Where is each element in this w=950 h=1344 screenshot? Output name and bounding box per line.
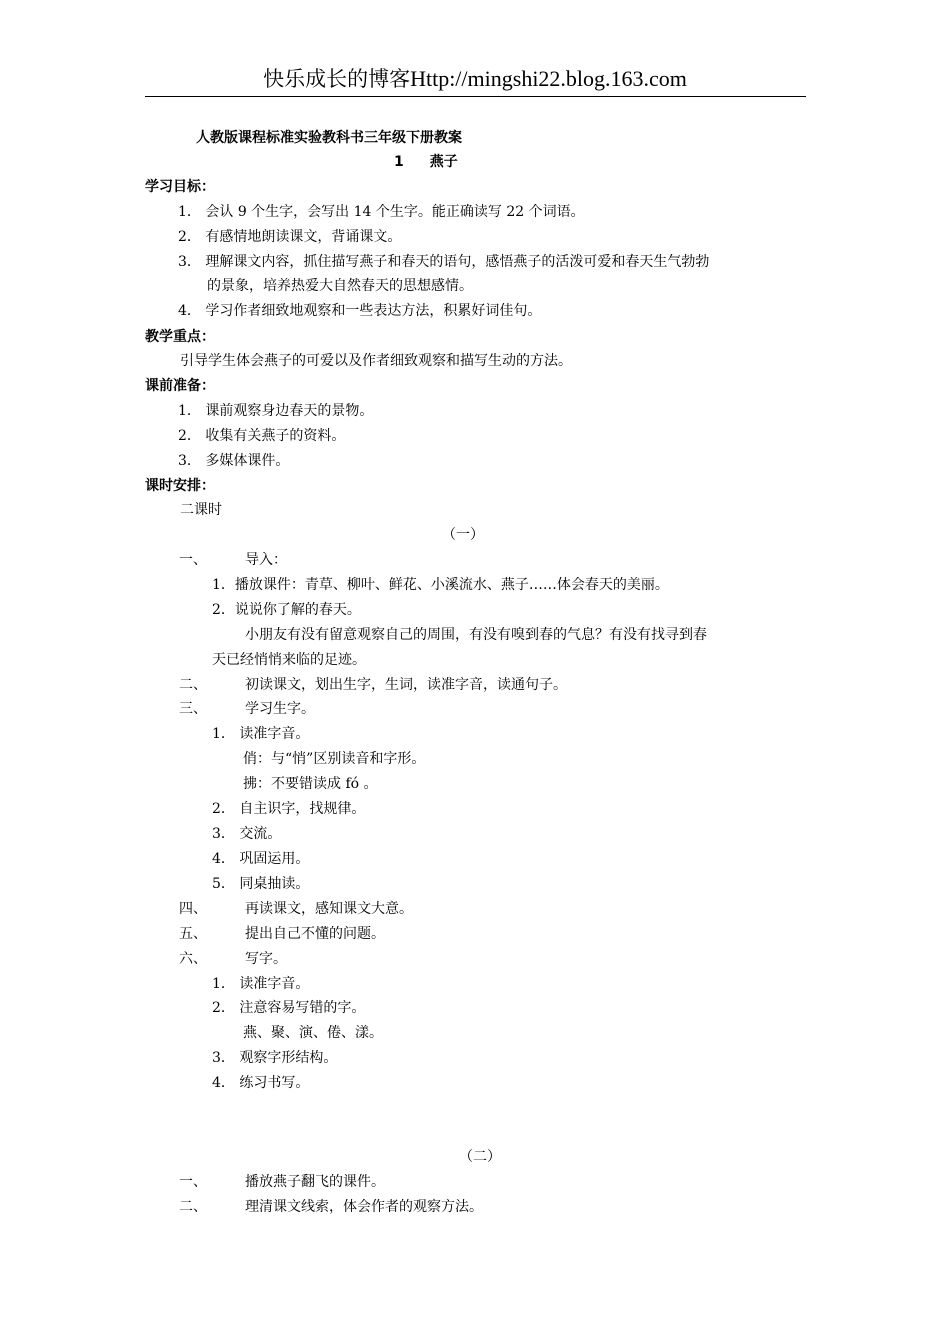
document-subtitle: 人教版课程标准实验教科书三年级下册教案: [196, 130, 462, 146]
char-note: 拂：不要错读成 fó 。: [243, 776, 378, 792]
char-item: 1． 读准字音。: [212, 726, 310, 742]
prep-item: 2． 收集有关燕子的资料。: [178, 428, 346, 444]
lesson-title: [394, 152, 458, 172]
session-two-title: （二）: [459, 1149, 501, 1165]
session-step-text: 提出自己不懂的问题。: [245, 926, 385, 942]
session-step-text: 播放燕子翻飞的课件。: [245, 1174, 385, 1190]
schedule-text: 二课时: [180, 502, 222, 518]
prep-item: 3． 多媒体课件。: [178, 453, 290, 469]
char-item: 2． 自主识字，找规律。: [212, 801, 366, 817]
char-item: 3． 交流。: [212, 826, 282, 842]
session-step: 二、: [179, 1199, 207, 1215]
write-item: 2． 注意容易写错的字。: [212, 1000, 366, 1016]
char-item: 4． 巩固运用。: [212, 851, 310, 867]
header-rule: [145, 96, 806, 97]
write-item: 1． 读准字音。: [212, 976, 310, 992]
session-step-text: 学习生字。: [245, 701, 315, 717]
intro-item: 2．说说你了解的春天。: [212, 602, 361, 618]
session-step: 一、: [179, 552, 207, 568]
session-step-text: 初读课文，划出生字，生词，读准字音，读通句子。: [245, 677, 567, 693]
session-step: 一、: [179, 1174, 207, 1190]
objective-item-continuation: 的景象，培养热爱大自然春天的思想感情。: [207, 278, 473, 294]
prep-item: 1． 课前观察身边春天的景物。: [178, 403, 374, 419]
objective-item: 2． 有感情地朗读课文，背诵课文。: [178, 229, 402, 245]
lesson-name: 燕子: [429, 154, 458, 170]
page-header: [145, 64, 805, 94]
session-step: 六、: [179, 951, 207, 967]
objective-item: 3． 理解课文内容，抓住描写燕子和春天的语句，感悟燕子的活泼可爱和春天生气勃勃: [178, 254, 710, 270]
session-step-text: 再读课文，感知课文大意。: [245, 901, 413, 917]
write-item: 4． 练习书写。: [212, 1075, 310, 1091]
session-step-text: 写字。: [245, 951, 287, 967]
session-step: 三、: [179, 701, 207, 717]
session-step-text: 导入：: [245, 552, 287, 568]
objective-item: 4． 学习作者细致地观察和一些表达方法，积累好词佳句。: [178, 303, 542, 319]
objective-item: 1． 会认 9 个生字，会写出 14 个生字。能正确读写 22 个词语。: [178, 204, 585, 220]
write-item: 3． 观察字形结构。: [212, 1050, 338, 1066]
session-one-title: （一）: [442, 527, 484, 543]
char-note: 俏：与“悄”区别读音和字形。: [243, 751, 426, 767]
session-step: 四、: [179, 901, 207, 917]
focus-text: 引导学生体会燕子的可爱以及作者细致观察和描写生动的方法。: [180, 353, 572, 369]
lesson-number: 1: [394, 154, 404, 170]
session-step-text: 理清课文线索，体会作者的观察方法。: [245, 1199, 483, 1215]
intro-paragraph-continuation: 天已经悄悄来临的足迹。: [212, 652, 366, 668]
blog-name: 快乐成长的博客: [263, 67, 411, 91]
session-step: 五、: [179, 926, 207, 942]
char-item: 5． 同桌抽读。: [212, 876, 310, 892]
write-note: 燕、聚、演、倦、漾。: [243, 1025, 383, 1041]
schedule-heading: 课时安排：: [145, 478, 215, 494]
prep-heading: 课前准备：: [145, 378, 215, 394]
intro-paragraph: 小朋友有没有留意观察自己的周围，有没有嗅到春的气息？有没有找寻到春: [245, 627, 707, 643]
focus-heading: 教学重点：: [145, 329, 215, 345]
intro-item: 1．播放课件：青草、柳叶、鲜花、小溪流水、燕子……体会春天的美丽。: [212, 577, 669, 593]
blog-url: Http://mingshi22.blog.163.com: [410, 66, 687, 91]
session-step: 二、: [179, 677, 207, 693]
objectives-heading: 学习目标：: [145, 179, 215, 195]
